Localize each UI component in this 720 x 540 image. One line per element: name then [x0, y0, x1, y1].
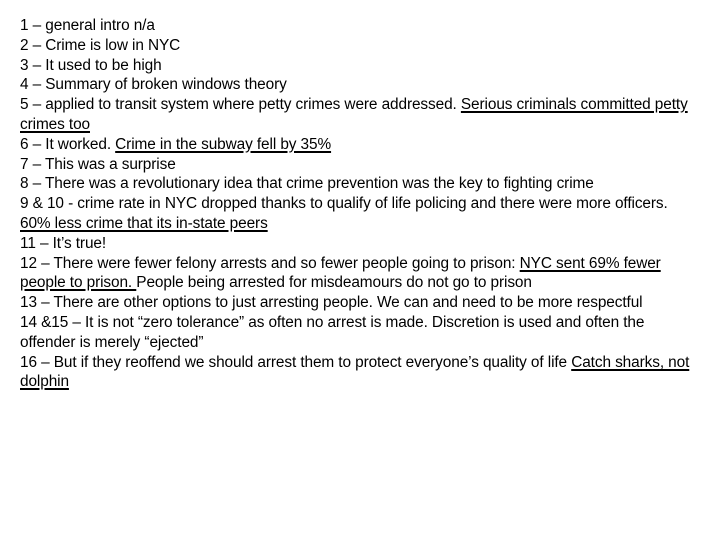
note-12-underlined: NYC sent 69% fewer people to prison. [20, 254, 661, 292]
note-11: 11 – It’s true! [20, 234, 107, 252]
note-6-text: 6 – It worked. [20, 135, 116, 153]
note-5 [20, 95, 700, 135]
note-12-text-end: People being arrested for misdeamours do not go to prison [136, 274, 532, 292]
note-2: 2 – Crime is low in NYC [20, 36, 181, 54]
note-4: 4 – Summary of broken windows theory [20, 76, 287, 94]
note-13: 13 – There are other options to just arresting people. We can and need to be more respectful [20, 294, 643, 312]
note-7: 7 – This was a surprise [20, 155, 176, 173]
note-8: 8 – There was a revolutionary idea that crime prevention was the key to fighting crime [20, 175, 594, 193]
note-12-text: 12 – There were fewer felony arrests and so fewer people going to prison: [20, 254, 520, 272]
speaker-notes [20, 16, 700, 392]
note-6-underlined: Crime in the subway fell by 35% [115, 135, 332, 153]
note-6 [20, 135, 700, 155]
note-16 [20, 353, 700, 393]
note-16-text: 16 – But if they reoffend we should arrest them to protect everyone’s quality of life [20, 353, 572, 371]
note-5-underlined: Serious criminals committed petty crimes too [20, 96, 688, 133]
note-12 [20, 254, 700, 294]
note-16-underlined: Catch sharks, not dolphin [20, 353, 690, 391]
note-9-10-text: 9 & 10 - crime rate in NYC dropped thanks to qualify of life policing and there were more officers. [20, 195, 668, 213]
note-14-15: 14 &15 – It is not “zero tolerance” as often no arrest is made. Discretion is used and often the offender is merely “ejected” [20, 313, 645, 351]
note-5-text: 5 – applied to transit system where petty crimes were addressed. [20, 96, 461, 114]
note-9-10 [20, 194, 700, 234]
note-3: 3 – It used to be high [20, 56, 162, 74]
note-1: 1 – general intro n/a [20, 17, 155, 34]
note-9-10-underlined: 60% less crime that its in-state peers [20, 214, 268, 232]
